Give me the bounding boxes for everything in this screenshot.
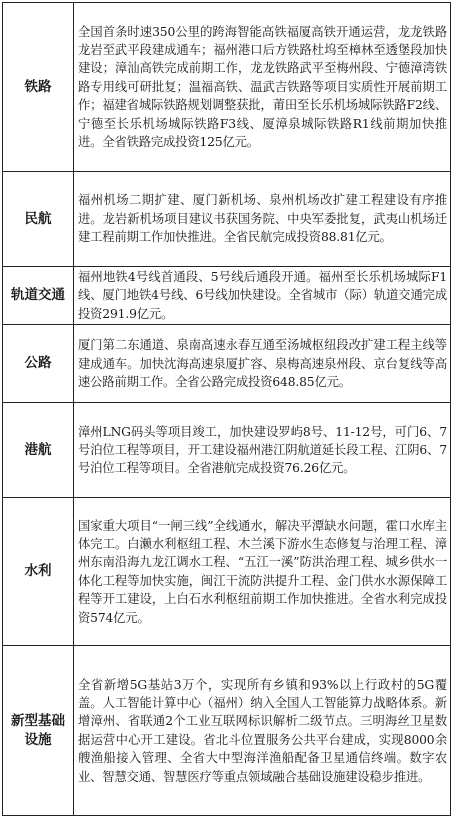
category-cell-highway: 公路 (3, 325, 74, 403)
description-cell-civil-aviation: 福州机场二期扩建、厦门新机场、泉州机场改扩建工程建设有序推进。龙岩新机场项目建议书获国务院、中央军委批复，武夷山机场迁建工程前期工作加快推进。全省民航完成投资88.81亿元。 (74, 172, 451, 267)
category-cell-rail-transit: 轨道交通 (3, 267, 74, 325)
description-cell-rail-transit: 福州地铁4号线首通段、5号线后通段开通。福州至长乐机场城际F1线、厦门地铁4号线、6号线加快建设。全省城市（际）轨道交通完成投资291.9亿元。 (74, 267, 451, 325)
table-row-highway (3, 325, 451, 403)
description-cell-ports-shipping: 漳州LNG码头等项目竣工，加快建设罗屿8号、11-12号，可门6、7号泊位工程等项目，开工建设福州港江阴航道延长段工程、江阴6、7号泊位工程等项目。全省港航完成投资76.26亿元。 (74, 403, 451, 498)
description-cell-new-infrastructure: 全省新增5G基站3万个，实现所有乡镇和93%以上行政村的5G覆盖。人工智能计算中心（福州）纳入全国人工智能算力战略体系。新增漳州、省联通2个工业互联网标识解析二级节点。三明海丝卫星数据运营中心开工建设。省北斗位置服务公共平台建成，实现8000余艘渔船接入管理、全省大中型海洋渔船配备卫星通信终端。数字农业、智慧交通、智慧医疗等重点领域融合基础设施建设稳步推进。 (74, 646, 451, 816)
description-cell-highway: 厦门第二东通道、泉南高速永春互通至汤城枢纽段改扩建工程主线等建成通车。加快沈海高速泉厦扩容、泉梅高速泉州段、京台复线等高速公路前期工作。全省公路完成投资648.85亿元。 (74, 325, 451, 403)
infrastructure-table (2, 2, 451, 816)
table-row-new-infrastructure (3, 646, 451, 816)
category-cell-civil-aviation: 民航 (3, 172, 74, 267)
category-cell-railway: 铁路 (3, 3, 74, 172)
description-cell-water-conservancy: 国家重大项目“一闸三线”全线通水，解决平潭缺水问题，霍口水库主体完工。白濑水利枢纽工程、木兰溪下游水生态修复与治理工程、漳州东南沿海九龙江调水工程、“五江一溪”防洪治理工程、城乡供水一体化工程等加快实施，闽江干流防洪提升工程、金门供水水源保障工程等开工建设，上白石水利枢纽前期工作加快推进。全省水利完成投资574亿元。 (74, 498, 451, 646)
table-row-civil-aviation (3, 172, 451, 267)
table-row-railway (3, 3, 451, 172)
description-cell-railway: 全国首条时速350公里的跨海智能高铁福厦高铁开通运营，龙龙铁路龙岩至武平段建成通车；福州港口后方铁路杜坞至樟林至透堡段加快建设；漳汕高铁完成前期工作，龙龙铁路武平至梅州段、宁德漳湾铁路专用线可研批复；温福高铁、温武吉铁路等项目实质性开展前期工作；福建省城际铁路规划调整获批，莆田至长乐机场城际铁路F2线、宁德至长乐机场城际铁路F3线、厦漳泉城际铁路R1线前期加快推进。全省铁路完成投资125亿元。 (74, 3, 451, 172)
table-row-rail-transit (3, 267, 451, 325)
category-cell-ports-shipping: 港航 (3, 403, 74, 498)
table-row-ports-shipping (3, 403, 451, 498)
category-cell-water-conservancy: 水利 (3, 498, 74, 646)
category-cell-new-infrastructure: 新型基础设施 (3, 646, 74, 816)
table-row-water-conservancy (3, 498, 451, 646)
